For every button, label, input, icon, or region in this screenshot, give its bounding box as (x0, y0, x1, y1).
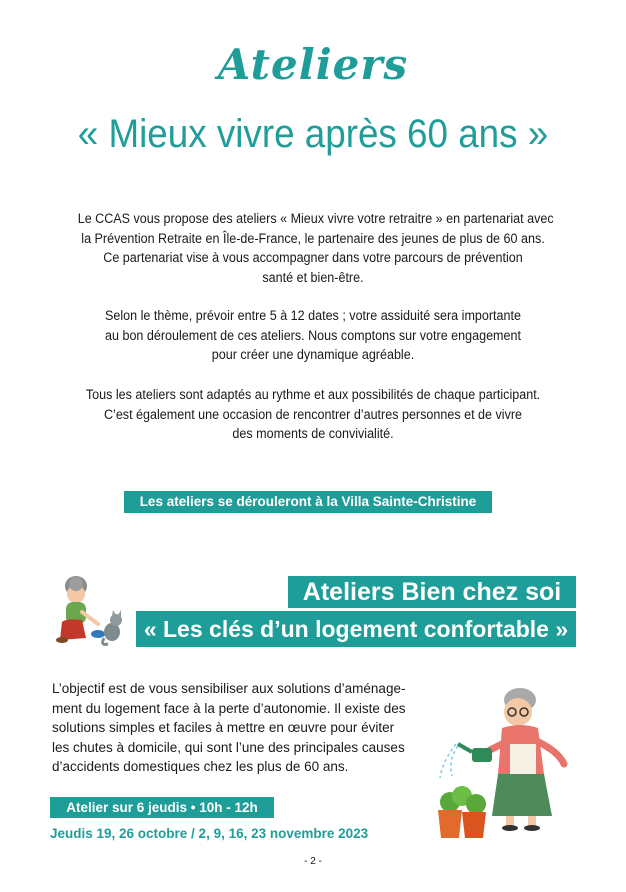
location-banner: Les ateliers se dérouleront à la Villa Sainte-Christine (124, 491, 492, 513)
section-description (52, 679, 406, 777)
section-title-line-1: Ateliers Bien chez soi (288, 576, 576, 608)
text-line: C’est également une occasion de rencontrer d’autres personnes et de vivre (103, 406, 523, 422)
intro-paragraph-3 (78, 385, 549, 444)
text-line: d’accidents domestiques chez les plus de 60 ans. (52, 759, 349, 774)
page-number: - 2 - (304, 856, 322, 867)
schedule-banner: Atelier sur 6 jeudis • 10h - 12h (50, 797, 274, 818)
section-title-line-2: « Les clés d’un logement confortable » (136, 611, 576, 647)
text-line: pour créer une dynamique agréable. (211, 347, 415, 362)
session-dates: Jeudis 19, 26 octobre / 2, 9, 16, 23 novembre 2023 (50, 826, 369, 841)
page-title: « Mieux vivre après 60 ans » (77, 112, 549, 156)
intro-paragraph-2 (78, 306, 549, 365)
text-line: L’objectif est de vous sensibiliser aux solutions d’aménage- (52, 681, 406, 696)
text-line: au bon déroulement de ces ateliers. Nous comptons sur votre engagement (105, 327, 521, 343)
text-line: des moments de convivialité. (232, 426, 394, 441)
text-line: santé et bien-être. (262, 269, 364, 285)
text-line: ment du logement face à la perte d’autonomie. Il existe des (52, 700, 406, 716)
script-title: Ateliers (217, 40, 409, 89)
text-line: les chutes à domicile, qui sont l’une des principales causes (52, 739, 405, 755)
text-line: solutions simples et faciles à mettre en œuvre pour éviter (52, 720, 395, 735)
text-line: Selon le thème, prévoir entre 5 à 12 dates ; votre assiduité sera importante (105, 308, 521, 323)
text-line: Ce partenariat vise à vous accompagner dans votre parcours de prévention (103, 250, 523, 265)
grandmother-cat-illustration (52, 574, 128, 650)
text-line: la Prévention Retraite en Île-de-France, le partenaire des jeunes de plus de 60 ans. (81, 230, 545, 246)
intro-paragraph-1 (77, 209, 554, 287)
text-line: Tous les ateliers sont adaptés au rythme et aux possibilités de chaque participant. (85, 387, 541, 402)
grandmother-watering-plants-illustration (432, 682, 592, 842)
text-line: Le CCAS vous propose des ateliers « Mieux vivre votre retraitre » en partenariat avec (77, 211, 554, 226)
